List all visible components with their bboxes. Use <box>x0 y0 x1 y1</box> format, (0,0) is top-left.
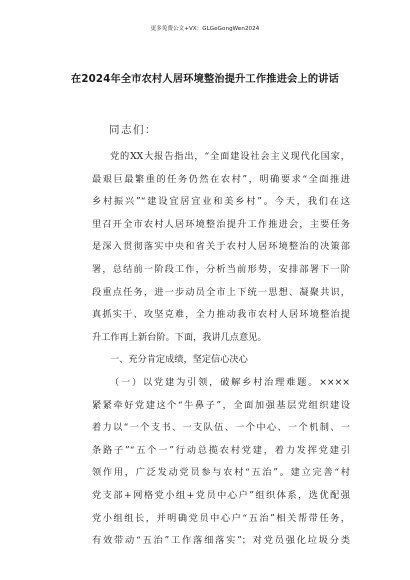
body-line: 里召开全市农村人居环境整治提升工作推进会，主要任务 <box>92 218 350 230</box>
body-line: 党的XX大报告指出，“全面建设社会主义现代化国家， <box>110 151 350 162</box>
body-line: 党小组组长，并明确党员中心户“五治”相关帮带任务， <box>92 512 350 524</box>
body-line: 党支部+网格党小组+党员中心户”组织体系，选优配强 <box>92 489 350 501</box>
document-body <box>92 146 350 553</box>
body-line: 着力以“一个支书、一支队伍、一个中心、一个机制、一 <box>92 422 350 434</box>
body-line: （一）以党建为引领，破解乡村治理难题。×××× <box>110 376 350 388</box>
body-line: 署，总结前一阶段工作，分析当前形势，安排部署下一阶 <box>92 263 350 275</box>
body-line: 条路子”“五个一”行动总揽农村党建，着力发挥党建引 <box>92 444 350 456</box>
body-line: 是深入贯彻落实中央和省关于农村人居环境整治的决策部 <box>92 241 350 253</box>
body-line: 真抓实干、攻坚克难，全力推动我市农村人居环境整治提 <box>92 309 350 321</box>
body-line: 有效带动“五治”工作落细落实”；对党员强化垃圾分类 <box>92 535 350 547</box>
body-line: 段重点任务，进一步动员全市上下统一思想、凝聚共识， <box>92 286 350 298</box>
document-title: 在2024年全市农村人居环境整治提升工作推进会上的讲话 <box>70 74 340 85</box>
salutation: 同志们： <box>109 124 157 136</box>
body-line: 紧紧牵好党建这个“牛鼻子”，全面加强基层党组织建设 <box>92 399 350 411</box>
body-line: 乡村振兴”“建设宜居宜业和美乡村”。今天，我们在这 <box>92 196 350 208</box>
body-line: 升工作再上新台阶。下面，我讲几点意见。 <box>92 331 267 343</box>
header-note: 更多免费公文+VX：GLGeGongWen2024 <box>150 26 260 32</box>
body-line: 一、充分肯定成绩，坚定信心决心 <box>110 354 248 366</box>
body-line: 领作用，广泛发动党员参与农村“五治”。建立完善“村 <box>92 467 350 479</box>
body-line: 最艰巨最繁重的任务仍然在农村”，明确要求“全面推进 <box>92 173 350 185</box>
